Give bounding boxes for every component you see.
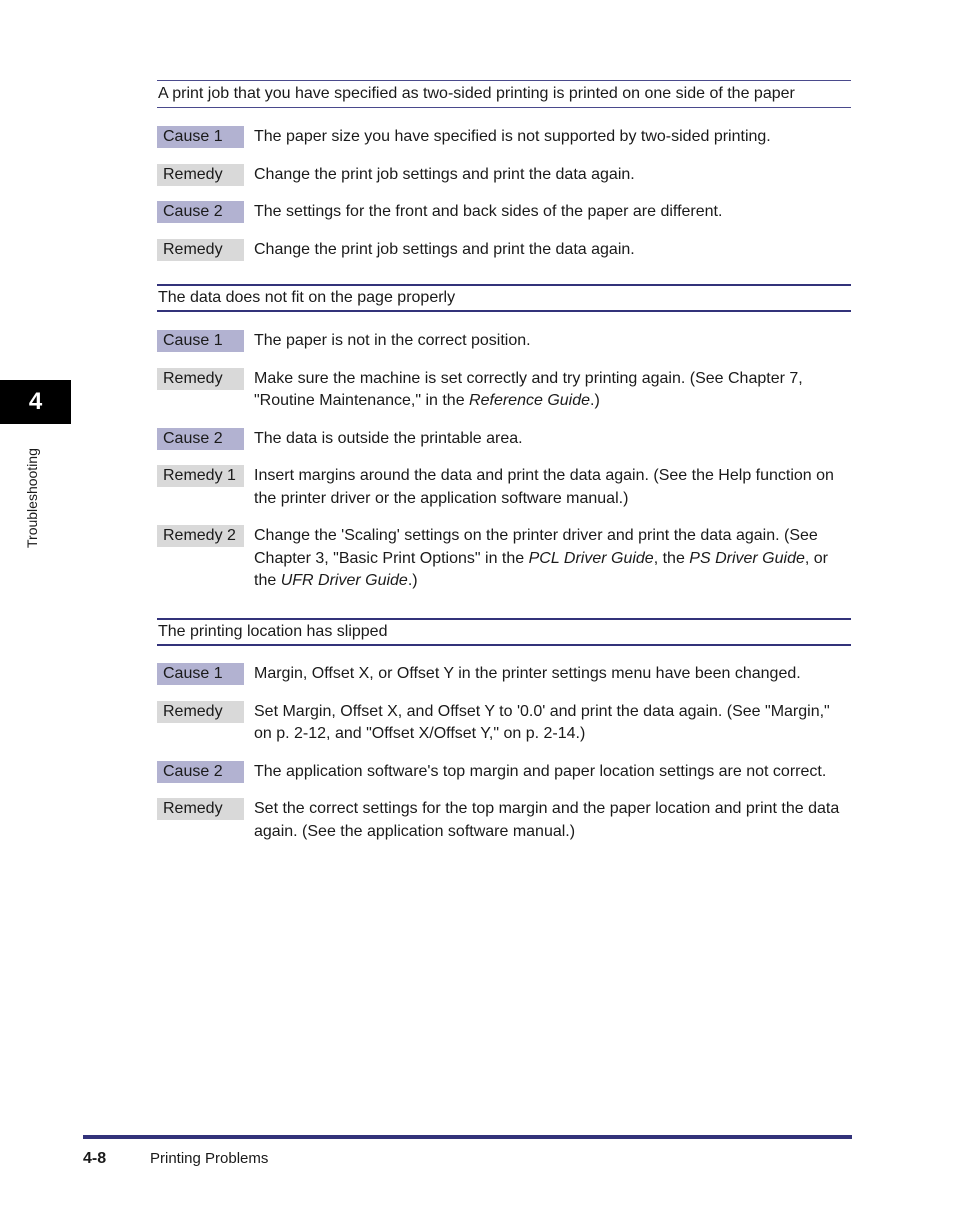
cause-row bbox=[157, 663, 851, 686]
section-title: A print job that you have specified as two-sided printing is printed on one side of the paper bbox=[157, 80, 851, 108]
cause-label: Cause 1 bbox=[157, 330, 244, 352]
remedy-row bbox=[157, 701, 851, 746]
section-location-slipped bbox=[157, 618, 851, 843]
cause-row bbox=[157, 428, 851, 451]
remedy-text: Change the 'Scaling' settings on the printer driver and print the data again. (See Chapter 3, "Basic Print Options" in the PCL Driver Guide, the PS Driver Guide, or the UFR Driver Guide.) bbox=[254, 527, 828, 589]
cause-row bbox=[157, 126, 851, 149]
remedy-label: Remedy 2 bbox=[157, 525, 244, 547]
cause-label: Cause 1 bbox=[157, 663, 244, 685]
section-data-fit bbox=[157, 284, 851, 593]
cause-row bbox=[157, 330, 851, 353]
remedy-label: Remedy bbox=[157, 701, 244, 723]
section-title: The printing location has slipped bbox=[157, 618, 851, 646]
cause-text: The paper size you have specified is not supported by two-sided printing. bbox=[254, 128, 771, 145]
chapter-label: Troubleshooting bbox=[24, 448, 40, 548]
remedy-label: Remedy bbox=[157, 164, 244, 186]
remedy-text: Set the correct settings for the top margin and the paper location and print the data again. (See the application software manual.) bbox=[254, 800, 840, 840]
cause-text: The application software's top margin and paper location settings are not correct. bbox=[254, 762, 827, 780]
cause-label: Cause 2 bbox=[157, 761, 244, 783]
cause-text: Margin, Offset X, or Offset Y in the printer settings menu have been changed. bbox=[254, 665, 801, 682]
remedy-row bbox=[157, 368, 851, 413]
remedy-text: Insert margins around the data and print the data again. (See the Help function on the printer driver or the application software manual.) bbox=[254, 467, 834, 507]
remedy-text: Make sure the machine is set correctly and try printing again. (See Chapter 7, "Routine Maintenance," in the Reference Guide.) bbox=[254, 369, 803, 409]
section-two-sided bbox=[157, 80, 851, 261]
cause-text: The paper is not in the correct position. bbox=[254, 332, 531, 349]
remedy-row bbox=[157, 798, 851, 843]
chapter-number: 4 bbox=[28, 388, 43, 415]
cause-label: Cause 2 bbox=[157, 428, 244, 450]
reference-guide-ref: Reference Guide bbox=[469, 392, 591, 409]
remedy-row bbox=[157, 239, 851, 262]
ps-guide-ref: PS Driver Guide bbox=[689, 549, 805, 567]
remedy-row bbox=[157, 525, 851, 593]
cause-label: Cause 2 bbox=[157, 201, 244, 223]
chapter-tab bbox=[0, 380, 71, 424]
cause-text: The settings for the front and back sides of the paper are different. bbox=[254, 203, 723, 220]
footer-title: Printing Problems bbox=[150, 1150, 269, 1167]
cause-row bbox=[157, 761, 851, 784]
cause-row bbox=[157, 201, 851, 224]
remedy-row bbox=[157, 465, 851, 510]
remedy-row bbox=[157, 164, 851, 187]
section-title: The data does not fit on the page properly bbox=[157, 284, 851, 312]
pcl-guide-ref: PCL Driver Guide bbox=[528, 549, 654, 567]
remedy-label: Remedy 1 bbox=[157, 465, 244, 487]
remedy-text: Set Margin, Offset X, and Offset Y to '0.0' and print the data again. (See "Margin," on p. 2-12, and "Offset X/Offset Y," on p. 2-14.) bbox=[254, 702, 830, 742]
remedy-label: Remedy bbox=[157, 368, 244, 390]
ufr-guide-ref: UFR Driver Guide bbox=[280, 572, 408, 589]
remedy-label: Remedy bbox=[157, 239, 244, 261]
remedy-text: Change the print job settings and print the data again. bbox=[254, 240, 635, 258]
page-number: 4-8 bbox=[83, 1150, 107, 1167]
cause-label: Cause 1 bbox=[157, 126, 244, 148]
cause-text: The data is outside the printable area. bbox=[254, 429, 523, 447]
remedy-label: Remedy bbox=[157, 798, 244, 820]
footer-divider bbox=[83, 1135, 852, 1139]
remedy-text: Change the print job settings and print the data again. bbox=[254, 165, 635, 183]
